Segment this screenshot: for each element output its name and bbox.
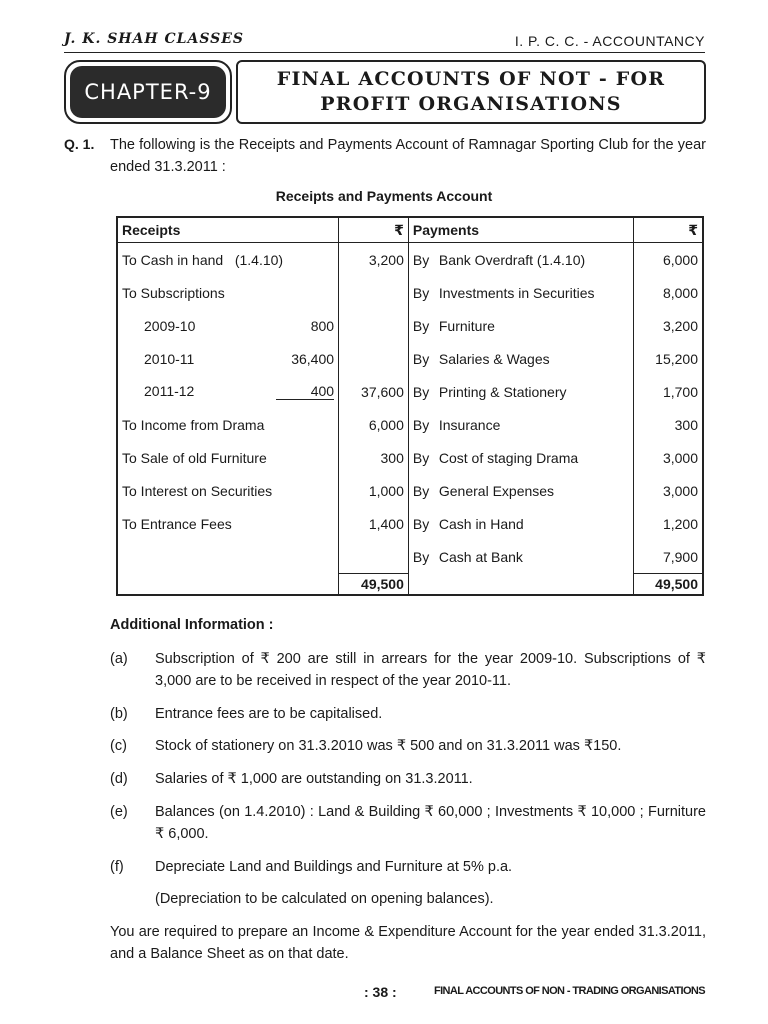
payment-amount: 8,000 — [633, 276, 703, 309]
total-receipts: 49,500 — [339, 574, 409, 596]
payment-label: Cost of staging Drama — [438, 449, 579, 466]
receipt-amount — [339, 540, 409, 574]
info-item-c — [110, 735, 706, 757]
info-item-label: (d) — [110, 771, 128, 787]
by-prefix: By — [412, 317, 430, 334]
table-row — [117, 243, 703, 277]
subscription-year: 2009-10 — [144, 317, 196, 334]
chapter-title-line1: FINAL ACCOUNTS OF NOT - FOR — [276, 68, 666, 90]
payment-amount: 3,200 — [633, 309, 703, 342]
info-item-text: Entrance fees are to be capitalised. — [155, 706, 383, 722]
by-prefix: By — [412, 416, 430, 433]
payment-cell — [408, 441, 633, 474]
info-note-text: (Depreciation to be calculated on opening balances). — [155, 891, 494, 907]
payment-label: Salaries & Wages — [438, 350, 550, 367]
payment-label: Cash in Hand — [438, 515, 524, 532]
payment-cell — [408, 408, 633, 441]
receipt-amount: 300 — [339, 441, 409, 474]
receipt-amount: 1,000 — [339, 474, 409, 507]
info-item-label: (f) — [110, 859, 124, 875]
by-prefix: By — [412, 251, 430, 268]
header-institute: J. K. SHAH CLASSES — [64, 31, 245, 47]
payments-header: Payments — [408, 217, 633, 243]
table-row — [117, 507, 703, 540]
payment-cell — [408, 309, 633, 342]
receipt-cell — [117, 309, 339, 342]
table-header-row — [117, 217, 703, 243]
info-item-text: Balances (on 1.4.2010) : Land & Building ₹ 60,000 ; Investments ₹ 10,000 ; Furniture ₹ 6,000. — [155, 804, 706, 842]
info-item-text: Salaries of ₹ 1,000 are outstanding on 31.3.2011. — [155, 771, 473, 787]
receipts-header: Receipts — [117, 217, 339, 243]
payment-label: Printing & Stationery — [438, 383, 567, 400]
info-item-label: (e) — [110, 804, 128, 820]
info-item-label: (b) — [110, 706, 128, 722]
account-title: Receipts and Payments Account — [275, 188, 493, 204]
header-subject: I. P. C. C. - ACCOUNTANCY — [514, 33, 705, 49]
payment-amount: 1,200 — [633, 507, 703, 540]
table-row — [117, 441, 703, 474]
receipt-cell: To Sale of old Furniture — [117, 441, 339, 474]
receipt-amount — [339, 309, 409, 342]
chapter-label: CHAPTER-9 — [70, 66, 226, 118]
payment-label: Furniture — [438, 317, 495, 334]
table-row — [117, 540, 703, 574]
info-item-text: Subscription of ₹ 200 are still in arrears for the year 2009-10. Subscriptions of ₹ 3,000 are to be received in respect of the year 2010-11. — [155, 651, 706, 689]
by-prefix: By — [412, 482, 430, 499]
receipts-amount-header: ₹ — [339, 217, 409, 243]
info-item-b — [110, 703, 706, 725]
receipt-cell — [117, 375, 339, 408]
payment-cell — [408, 540, 633, 574]
receipt-cell: To Interest on Securities — [117, 474, 339, 507]
subscription-amount: 800 — [310, 317, 335, 334]
payment-amount: 300 — [633, 408, 703, 441]
receipt-amount: 3,200 — [339, 243, 409, 277]
by-prefix: By — [412, 383, 430, 400]
chapter-title-box — [236, 60, 706, 124]
receipt-amount: 1,400 — [339, 507, 409, 540]
table-row — [117, 309, 703, 342]
subscription-year: 2010-11 — [144, 350, 195, 367]
by-prefix: By — [412, 449, 430, 466]
receipt-cell: To Subscriptions — [117, 276, 339, 309]
info-note — [110, 888, 706, 910]
header-divider — [64, 52, 705, 53]
receipt-cell — [117, 342, 339, 375]
receipt-amount: 6,000 — [339, 408, 409, 441]
footer-chapter-title: FINAL ACCOUNTS OF NON - TRADING ORGANISATIONS — [433, 985, 705, 997]
receipt-cell: To Entrance Fees — [117, 507, 339, 540]
payment-cell — [408, 474, 633, 507]
payment-amount: 7,900 — [633, 540, 703, 574]
info-item-text: Depreciate Land and Buildings and Furniture at 5% p.a. — [155, 859, 513, 875]
payment-cell — [408, 507, 633, 540]
closing-instruction: You are required to prepare an Income & Expenditure Account for the year ended 31.3.2011, and a Balance Sheet as on that date. — [110, 924, 706, 962]
payment-cell — [408, 276, 633, 309]
table-row — [117, 375, 703, 408]
page-number: : 38 : — [364, 984, 397, 1000]
question-text: The following is the Receipts and Payments Account of Ramnagar Sporting Club for the year ended 31.3.2011 : — [110, 137, 706, 175]
receipt-cell — [117, 540, 339, 574]
payment-cell — [408, 342, 633, 375]
info-item-label: (a) — [110, 651, 128, 667]
payment-amount: 3,000 — [633, 474, 703, 507]
info-item-label: (c) — [110, 738, 127, 754]
payment-amount: 1,700 — [633, 375, 703, 408]
by-prefix: By — [412, 350, 430, 367]
payment-amount: 3,000 — [633, 441, 703, 474]
payment-label: General Expenses — [438, 482, 555, 499]
table-row — [117, 276, 703, 309]
payment-amount: 6,000 — [633, 243, 703, 277]
payment-amount: 15,200 — [633, 342, 703, 375]
by-prefix: By — [412, 515, 430, 532]
chapter-badge — [64, 60, 232, 124]
payment-label: Bank Overdraft (1.4.10) — [438, 251, 586, 268]
payment-label: Investments in Securities — [438, 284, 595, 301]
info-item-a — [110, 648, 706, 692]
table-row — [117, 342, 703, 375]
receipt-amount — [339, 276, 409, 309]
payment-label: Cash at Bank — [438, 548, 523, 565]
receipt-amount: 37,600 — [339, 375, 409, 408]
chapter-title-line2: PROFIT ORGANISATIONS — [320, 93, 622, 115]
info-item-f — [110, 856, 706, 878]
receipt-cell: To Income from Drama — [117, 408, 339, 441]
table-row — [117, 408, 703, 441]
additional-info-heading: Additional Information : — [110, 617, 274, 633]
receipt-cell: To Cash in hand (1.4.10) — [117, 243, 339, 277]
payments-amount-header: ₹ — [633, 217, 703, 243]
by-prefix: By — [412, 548, 430, 565]
payment-cell — [408, 375, 633, 408]
subscription-year: 2011-12 — [144, 383, 195, 399]
payment-label: Insurance — [438, 416, 501, 433]
info-item-text: Stock of stationery on 31.3.2010 was ₹ 500 and on 31.3.2011 was ₹150. — [155, 738, 622, 754]
total-payments: 49,500 — [633, 574, 703, 596]
by-prefix: By — [412, 284, 430, 301]
info-item-d — [110, 768, 706, 790]
info-item-e — [110, 801, 706, 845]
receipt-amount — [339, 342, 409, 375]
table-total-row — [117, 574, 703, 596]
payment-cell — [408, 243, 633, 277]
question-number: Q. 1. — [64, 136, 95, 152]
subscription-amount: 36,400 — [291, 350, 335, 367]
table-row — [117, 474, 703, 507]
receipts-payments-table — [116, 216, 704, 596]
subscription-amount: 400 — [276, 383, 334, 400]
